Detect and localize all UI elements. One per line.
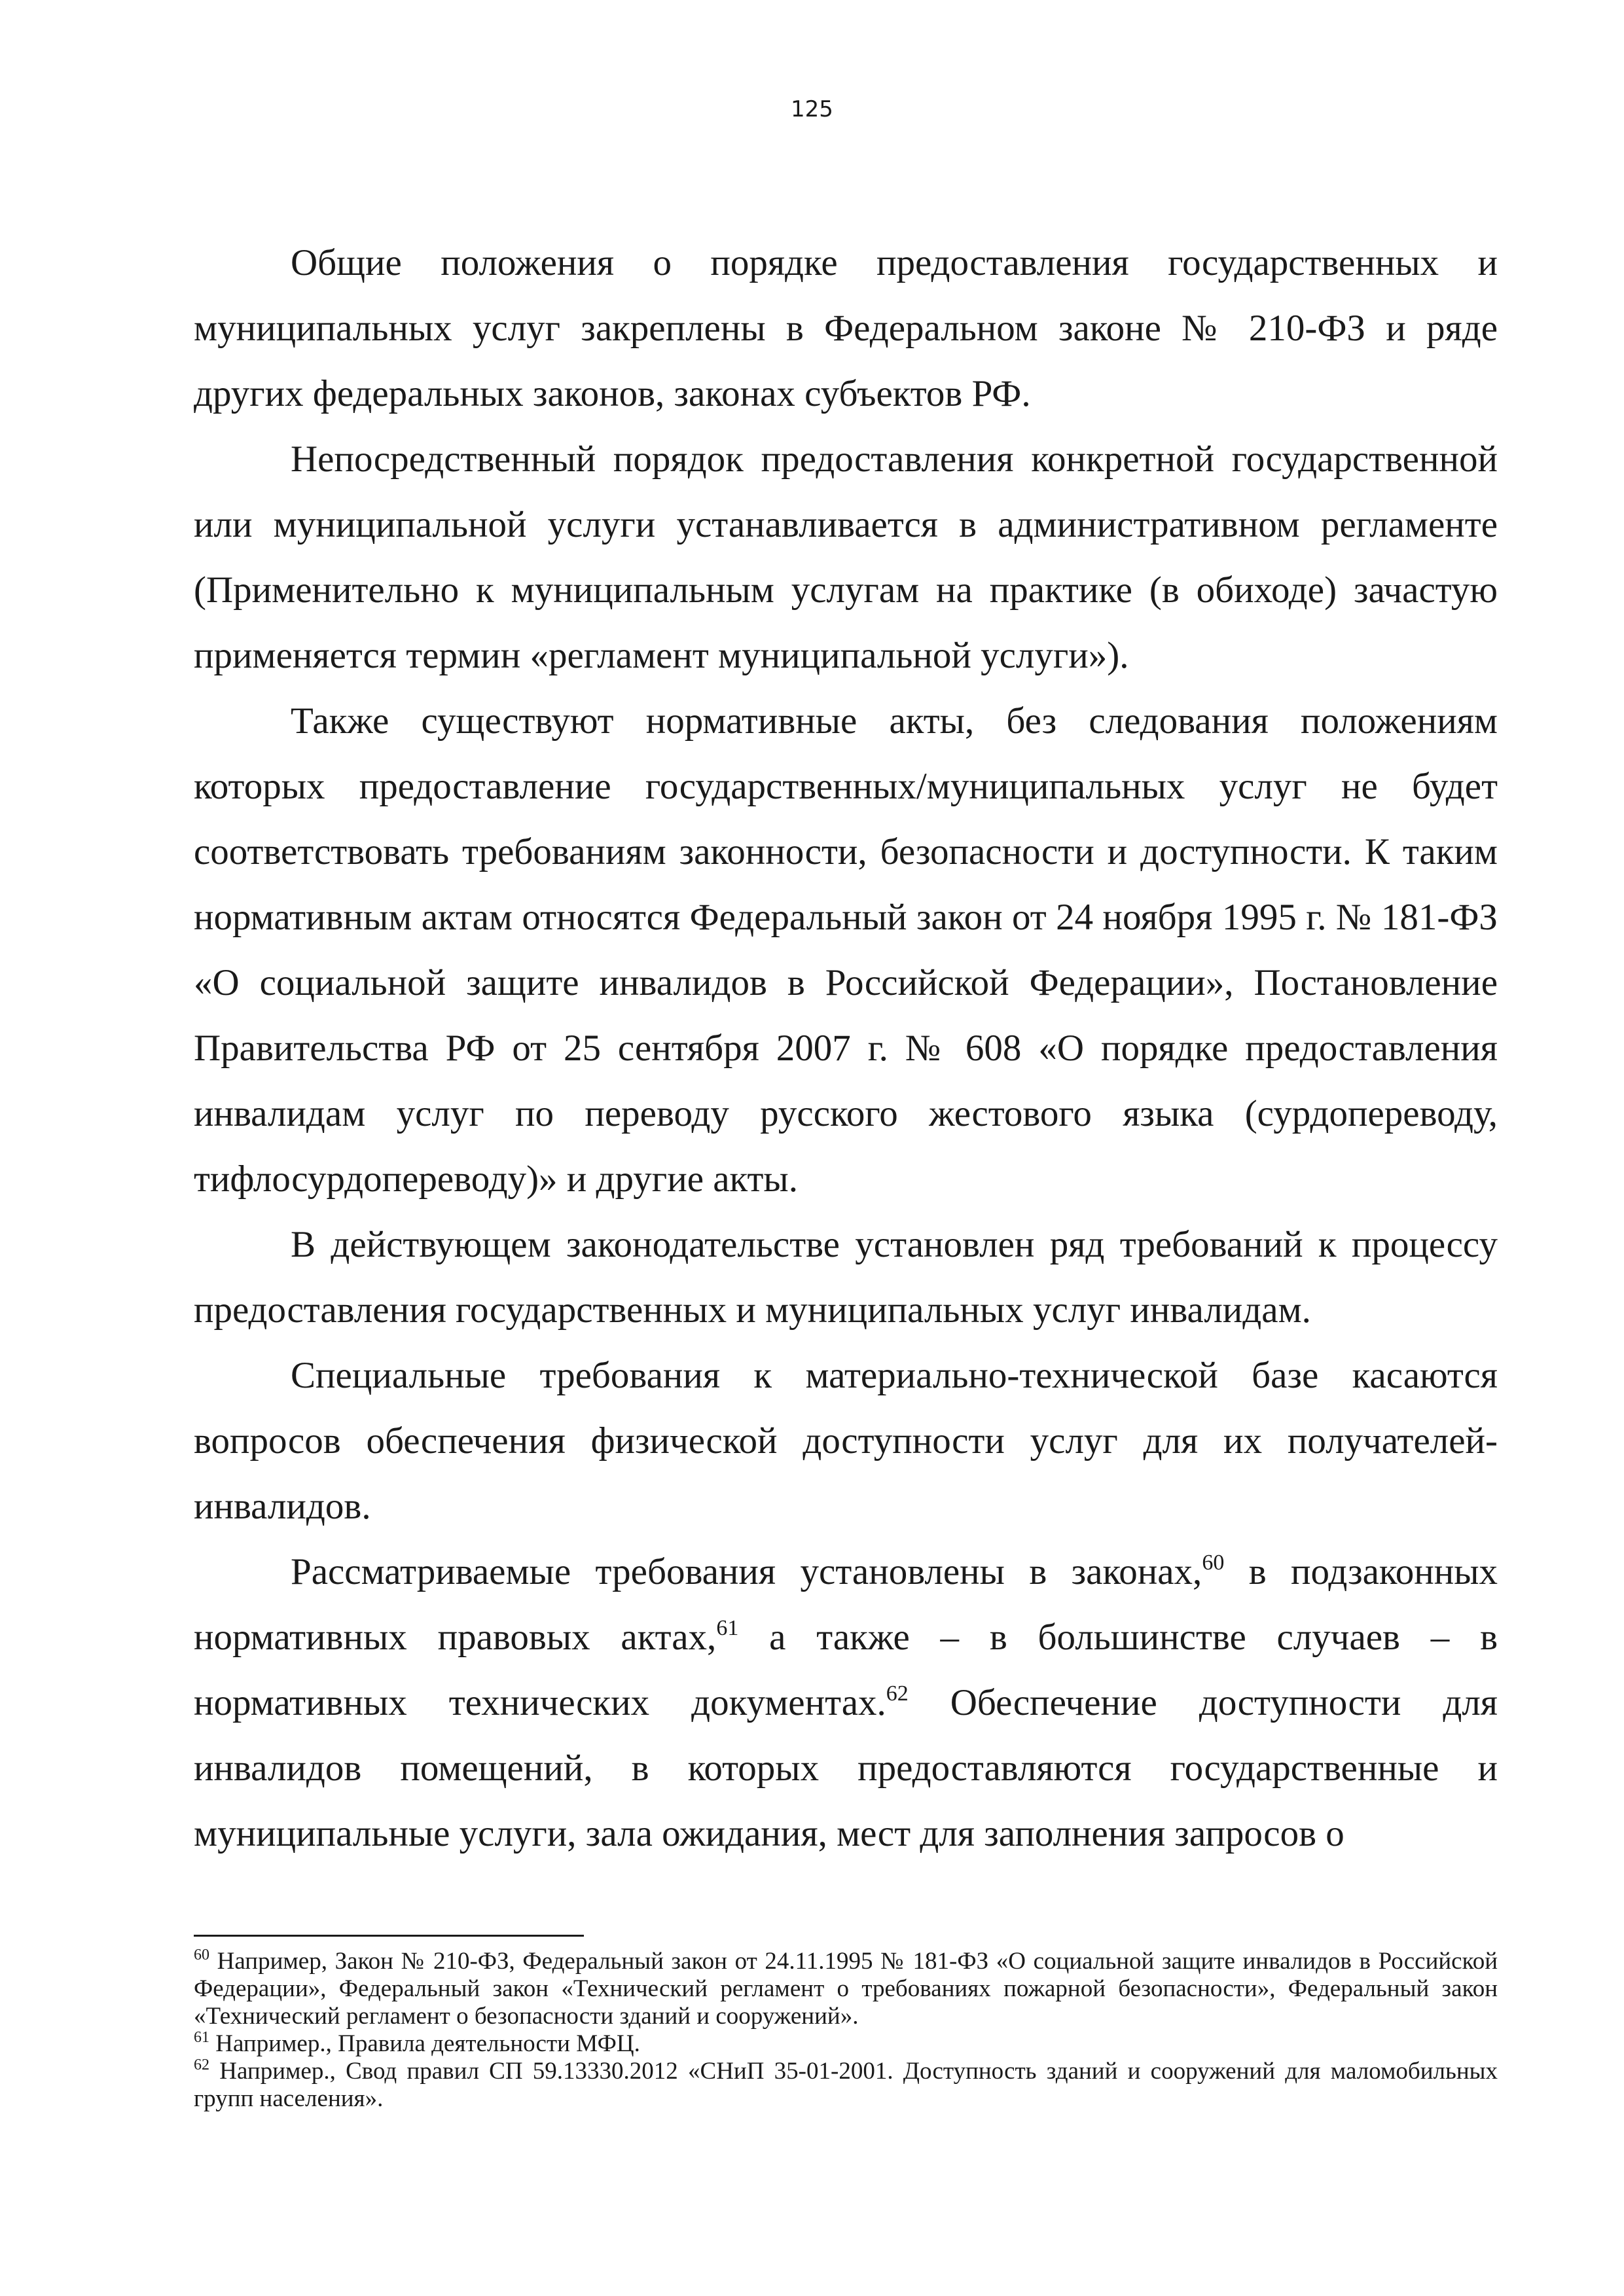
footnotes	[194, 1948, 1498, 2113]
footnote-mark: 61	[194, 2029, 209, 2046]
footnote-text: Например., Свод правил СП 59.13330.2012 «СНиП 35-01-2001. Доступность зданий и сооружений для маломобильных групп населения».	[194, 2058, 1498, 2112]
paragraph-3: Также существуют нормативные акты, без следования положениям которых предоставление государственных/муниципальных услуг не будет соответствовать требованиям законности, безопасности и доступности. К таким нормативным актам относятся Федеральный закон от 24 ноября 1995 г. № 181-ФЗ «О социальной защите инвалидов в Российской Федерации», Постановление Правительства РФ от 25 сентября 2007 г. № 608 «О порядке предоставления инвалидам услуг по переводу русского жестового языка (сурдопереводу, тифлосурдопереводу)» и другие акты.	[194, 700, 1498, 1200]
footnote-separator	[194, 1935, 584, 1937]
footnote-text: Например., Правила деятельности МФЦ.	[209, 2030, 640, 2057]
paragraph-6-text: Рассматриваемые требования установлены в законах,	[291, 1551, 1202, 1592]
paragraph-2: Непосредственный порядок предоставления конкретной государственной или муниципальной услуги устанавливается в административном регламенте (Применительно к муниципальным услугам на практике (в обиходе) зачастую применяется термин «регламент муниципальной услуги»).	[194, 439, 1498, 676]
page-number: 125	[791, 96, 833, 122]
footnote-60	[194, 1948, 1498, 2030]
paragraph-6-text: в подзаконных нормативных правовых актах,	[194, 1551, 1498, 1658]
footnote-mark: 60	[194, 1946, 209, 1964]
footnote-mark: 62	[194, 2056, 209, 2073]
footnote-ref-62[interactable]: 62	[886, 1681, 909, 1706]
body-text	[194, 230, 1498, 1867]
paragraph-5: Специальные требования к материально-технической базе касаются вопросов обеспечения физической доступности услуг для их получателей-инвалидов.	[194, 1355, 1498, 1527]
paragraph-4: В действующем законодательстве установлен ряд требований к процессу предоставления государственных и муниципальных услуг инвалидам.	[194, 1224, 1498, 1331]
paragraph-6-text: Обеспечение доступности для инвалидов помещений, в которых предоставляются государственные и муниципальные услуги, зала ожидания, мест для заполнения запросов о	[194, 1682, 1498, 1854]
footnote-62	[194, 2058, 1498, 2113]
footnote-ref-61[interactable]: 61	[716, 1616, 739, 1640]
footnote-ref-60[interactable]: 60	[1202, 1551, 1225, 1575]
paragraph-6	[194, 1539, 1498, 1867]
footnote-61	[194, 2030, 1498, 2058]
paragraph-1: Общие положения о порядке предоставления государственных и муниципальных услуг закреплены в Федеральном законе № 210-ФЗ и ряде других федеральных законов, законах субъектов РФ.	[194, 242, 1498, 414]
footnote-text: Например, Закон № 210-ФЗ, Федеральный закон от 24.11.1995 № 181-ФЗ «О социальной защите инвалидов в Российской Федерации», Федеральный закон «Технический регламент о требованиях пожарной безопасности», Федеральный закон «Технический регламент о безопасности зданий и сооружений».	[194, 1948, 1498, 2030]
paragraph-6-text: а также – в большинстве случаев – в нормативных технических документах.	[194, 1617, 1498, 1723]
